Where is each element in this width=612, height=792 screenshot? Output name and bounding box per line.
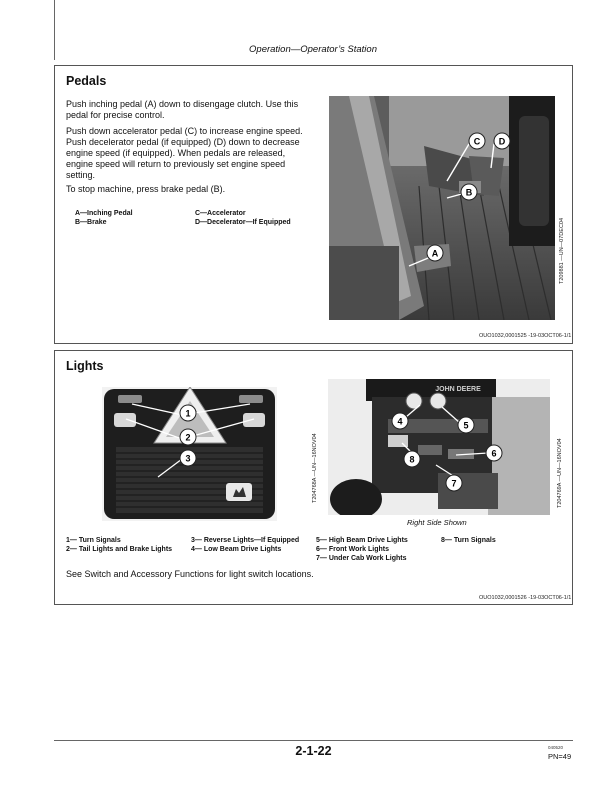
callout-2: 2 (185, 432, 191, 443)
legend-inching-pedal: A—Inching Pedal (75, 210, 133, 217)
grille-image-ref: T204768A —UN—16NOV04 (312, 433, 318, 503)
callout-4: 4 (397, 416, 403, 427)
lights-note: See Switch and Accessory Functions for light switch locations. (66, 569, 314, 579)
callout-a: A (431, 248, 439, 259)
callout-3: 3 (185, 453, 191, 464)
pedals-paragraph-accelerator: Push down accelerator pedal (C) to increase engine speed. Push decelerator pedal (if equipped) (D) down to decrease engine speed (if equipped). When pedals are released, engine speed will return to previously set engine speed setting. (66, 126, 303, 180)
footer-rule (54, 740, 573, 741)
callout-7: 7 (451, 478, 457, 489)
side-photo-caption: Right Side Shown (407, 518, 467, 527)
lights-section (54, 350, 573, 605)
footer-pn: PN=49 (548, 752, 572, 761)
callout-8: 8 (409, 454, 415, 465)
legend-7: 7— Under Cab Work Lights (316, 555, 407, 562)
callout-c: C (473, 136, 481, 147)
side-callout-layer (328, 379, 550, 515)
cab-brand-text: JOHN DEERE (435, 386, 481, 393)
pedals-callout-layer (329, 96, 555, 320)
callout-6: 6 (491, 448, 497, 459)
legend-8: 8— Turn Signals (441, 537, 496, 544)
pedals-image-ref: T209881 —UN—07DEC04 (559, 217, 565, 284)
legend-brake: B—Brake (75, 219, 107, 226)
footer-code: 040520 (548, 745, 564, 750)
pedals-doc-ref: OUO1032,0001525 -19-03OCT06-1/1 (479, 333, 572, 339)
lights-heading: Lights (66, 359, 104, 373)
lights-doc-ref: OUO1032,0001526 -19-03OCT06-1/1 (479, 595, 572, 601)
legend-4: 4— Low Beam Drive Lights (191, 546, 282, 553)
pedals-heading: Pedals (66, 74, 107, 88)
pedals-paragraph-brake: To stop machine, press brake pedal (B). (66, 184, 226, 194)
pedals-paragraph-inching: Push inching pedal (A) down to disengage clutch. Use this pedal for precise control. (66, 99, 299, 120)
legend-2: 2— Tail Lights and Brake Lights (66, 546, 173, 553)
callout-b: B (465, 187, 473, 198)
callout-d: D (498, 136, 506, 147)
legend-1: 1— Turn Signals (66, 537, 121, 544)
pedals-section (54, 65, 573, 344)
page-number: 2-1-22 (295, 744, 332, 758)
callout-5: 5 (463, 420, 469, 431)
grille-callout-layer (102, 387, 277, 521)
legend-decelerator: D—Decelerator—If Equipped (195, 219, 291, 226)
legend-3: 3— Reverse Lights—If Equipped (191, 537, 300, 544)
side-image-ref: T204769A —UN—16NOV04 (557, 438, 563, 508)
legend-6: 6— Front Work Lights (316, 546, 389, 553)
page-header: Operation—Operator’s Station (249, 44, 377, 55)
callout-1: 1 (185, 408, 191, 419)
legend-accelerator: C—Accelerator (195, 210, 246, 217)
legend-5: 5— High Beam Drive Lights (316, 537, 408, 544)
